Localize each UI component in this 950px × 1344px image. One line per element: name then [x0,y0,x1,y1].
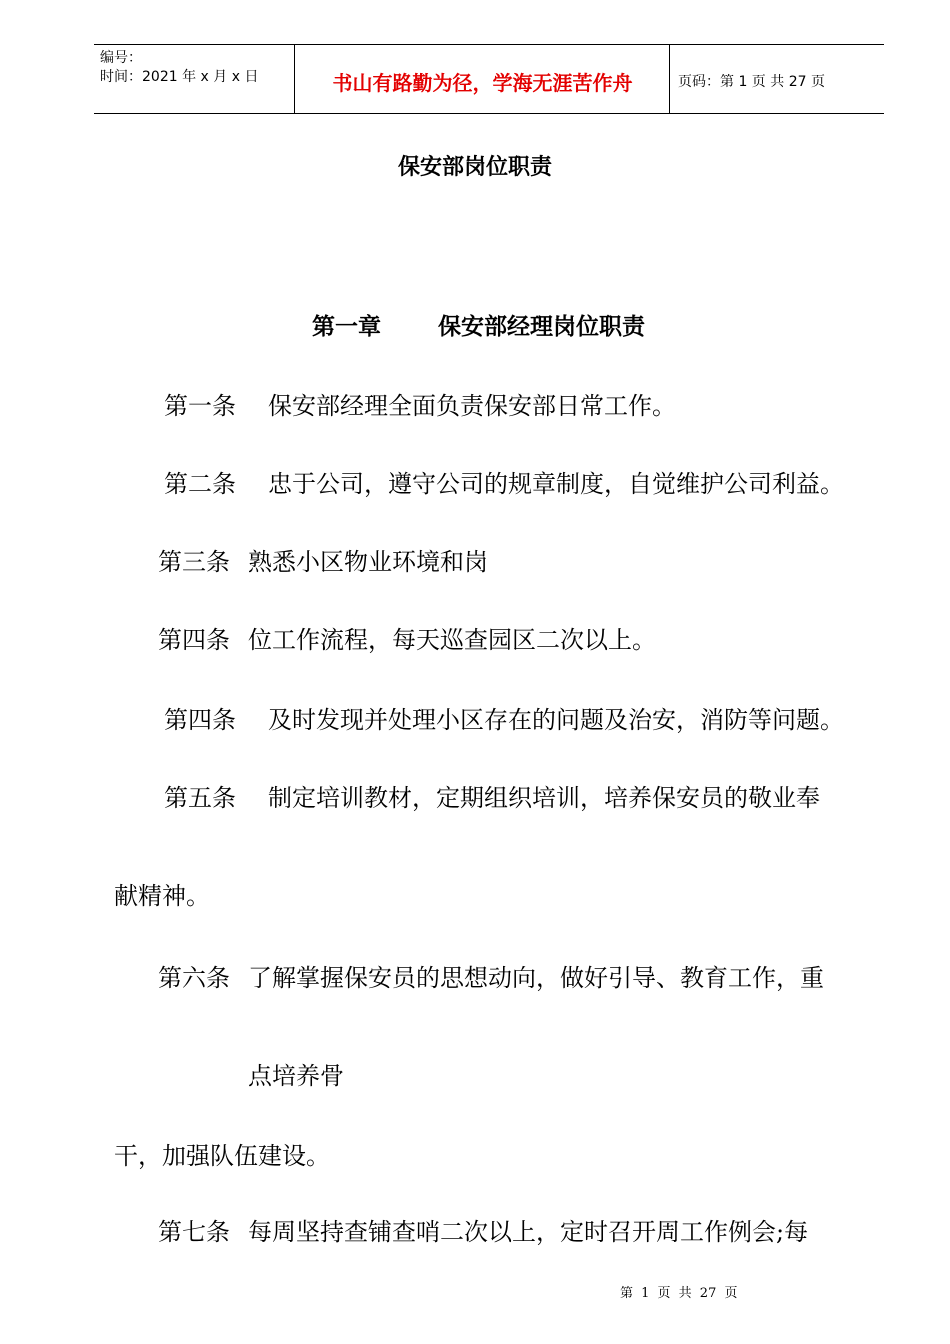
article-line [158,1212,808,1247]
article-label: 第四条 [158,626,230,654]
header-page-number: 页码：第 1 页 共 27 页 [678,74,825,90]
header-motto: 书山有路勤为径，学海无涯苦作舟 [332,71,633,95]
article-line [164,386,676,421]
article-text: 位工作流程，每天巡查园区二次以上。 [248,626,656,654]
article-label: 第四条 [164,706,236,734]
article-line [158,620,656,655]
header-meta [100,49,258,87]
article-continuation: 干，加强队伍建设。 [114,1142,330,1170]
page-header [94,44,884,114]
article-text: 及时发现并处理小区存在的问题及治安，消防等问题。 [268,706,844,734]
article-line [164,778,820,813]
document-title: 保安部岗位职责 [397,155,552,180]
article-label: 第七条 [158,1218,230,1246]
article-label: 第三条 [158,548,230,576]
page-footer: 第 1 页 共 27 页 [620,1286,738,1301]
document-time-label: 时间：2021 年 x 月 x 日 [100,69,259,85]
article-continuation: 献精神。 [114,882,210,910]
article-line [158,542,488,577]
chapter-number: 第一章 [312,314,381,340]
article-line [164,700,844,735]
article-label: 第五条 [164,784,236,812]
article-text: 熟悉小区物业环境和岗 [248,548,488,576]
article-label: 第二条 [164,470,236,498]
article-line [158,958,824,993]
article-label: 第一条 [164,392,236,420]
article-text: 忠于公司，遵守公司的规章制度，自觉维护公司利益。 [268,470,844,498]
article-text: 了解掌握保安员的思想动向，做好引导、教育工作，重 [248,964,824,992]
article-label: 第六条 [158,964,230,992]
header-divider [294,45,295,113]
article-text: 制定培训教材，定期组织培训，培养保安员的敬业奉 [268,784,820,812]
header-divider [669,45,670,113]
document-number-label: 编号： [100,50,142,66]
chapter-title: 保安部经理岗位职责 [438,314,645,340]
article-line [164,464,844,499]
article-text: 保安部经理全面负责保安部日常工作。 [268,392,676,420]
article-text: 每周坚持查铺查哨二次以上，定时召开周工作例会;每 [248,1218,809,1246]
article-continuation: 点培养骨 [248,1062,344,1090]
